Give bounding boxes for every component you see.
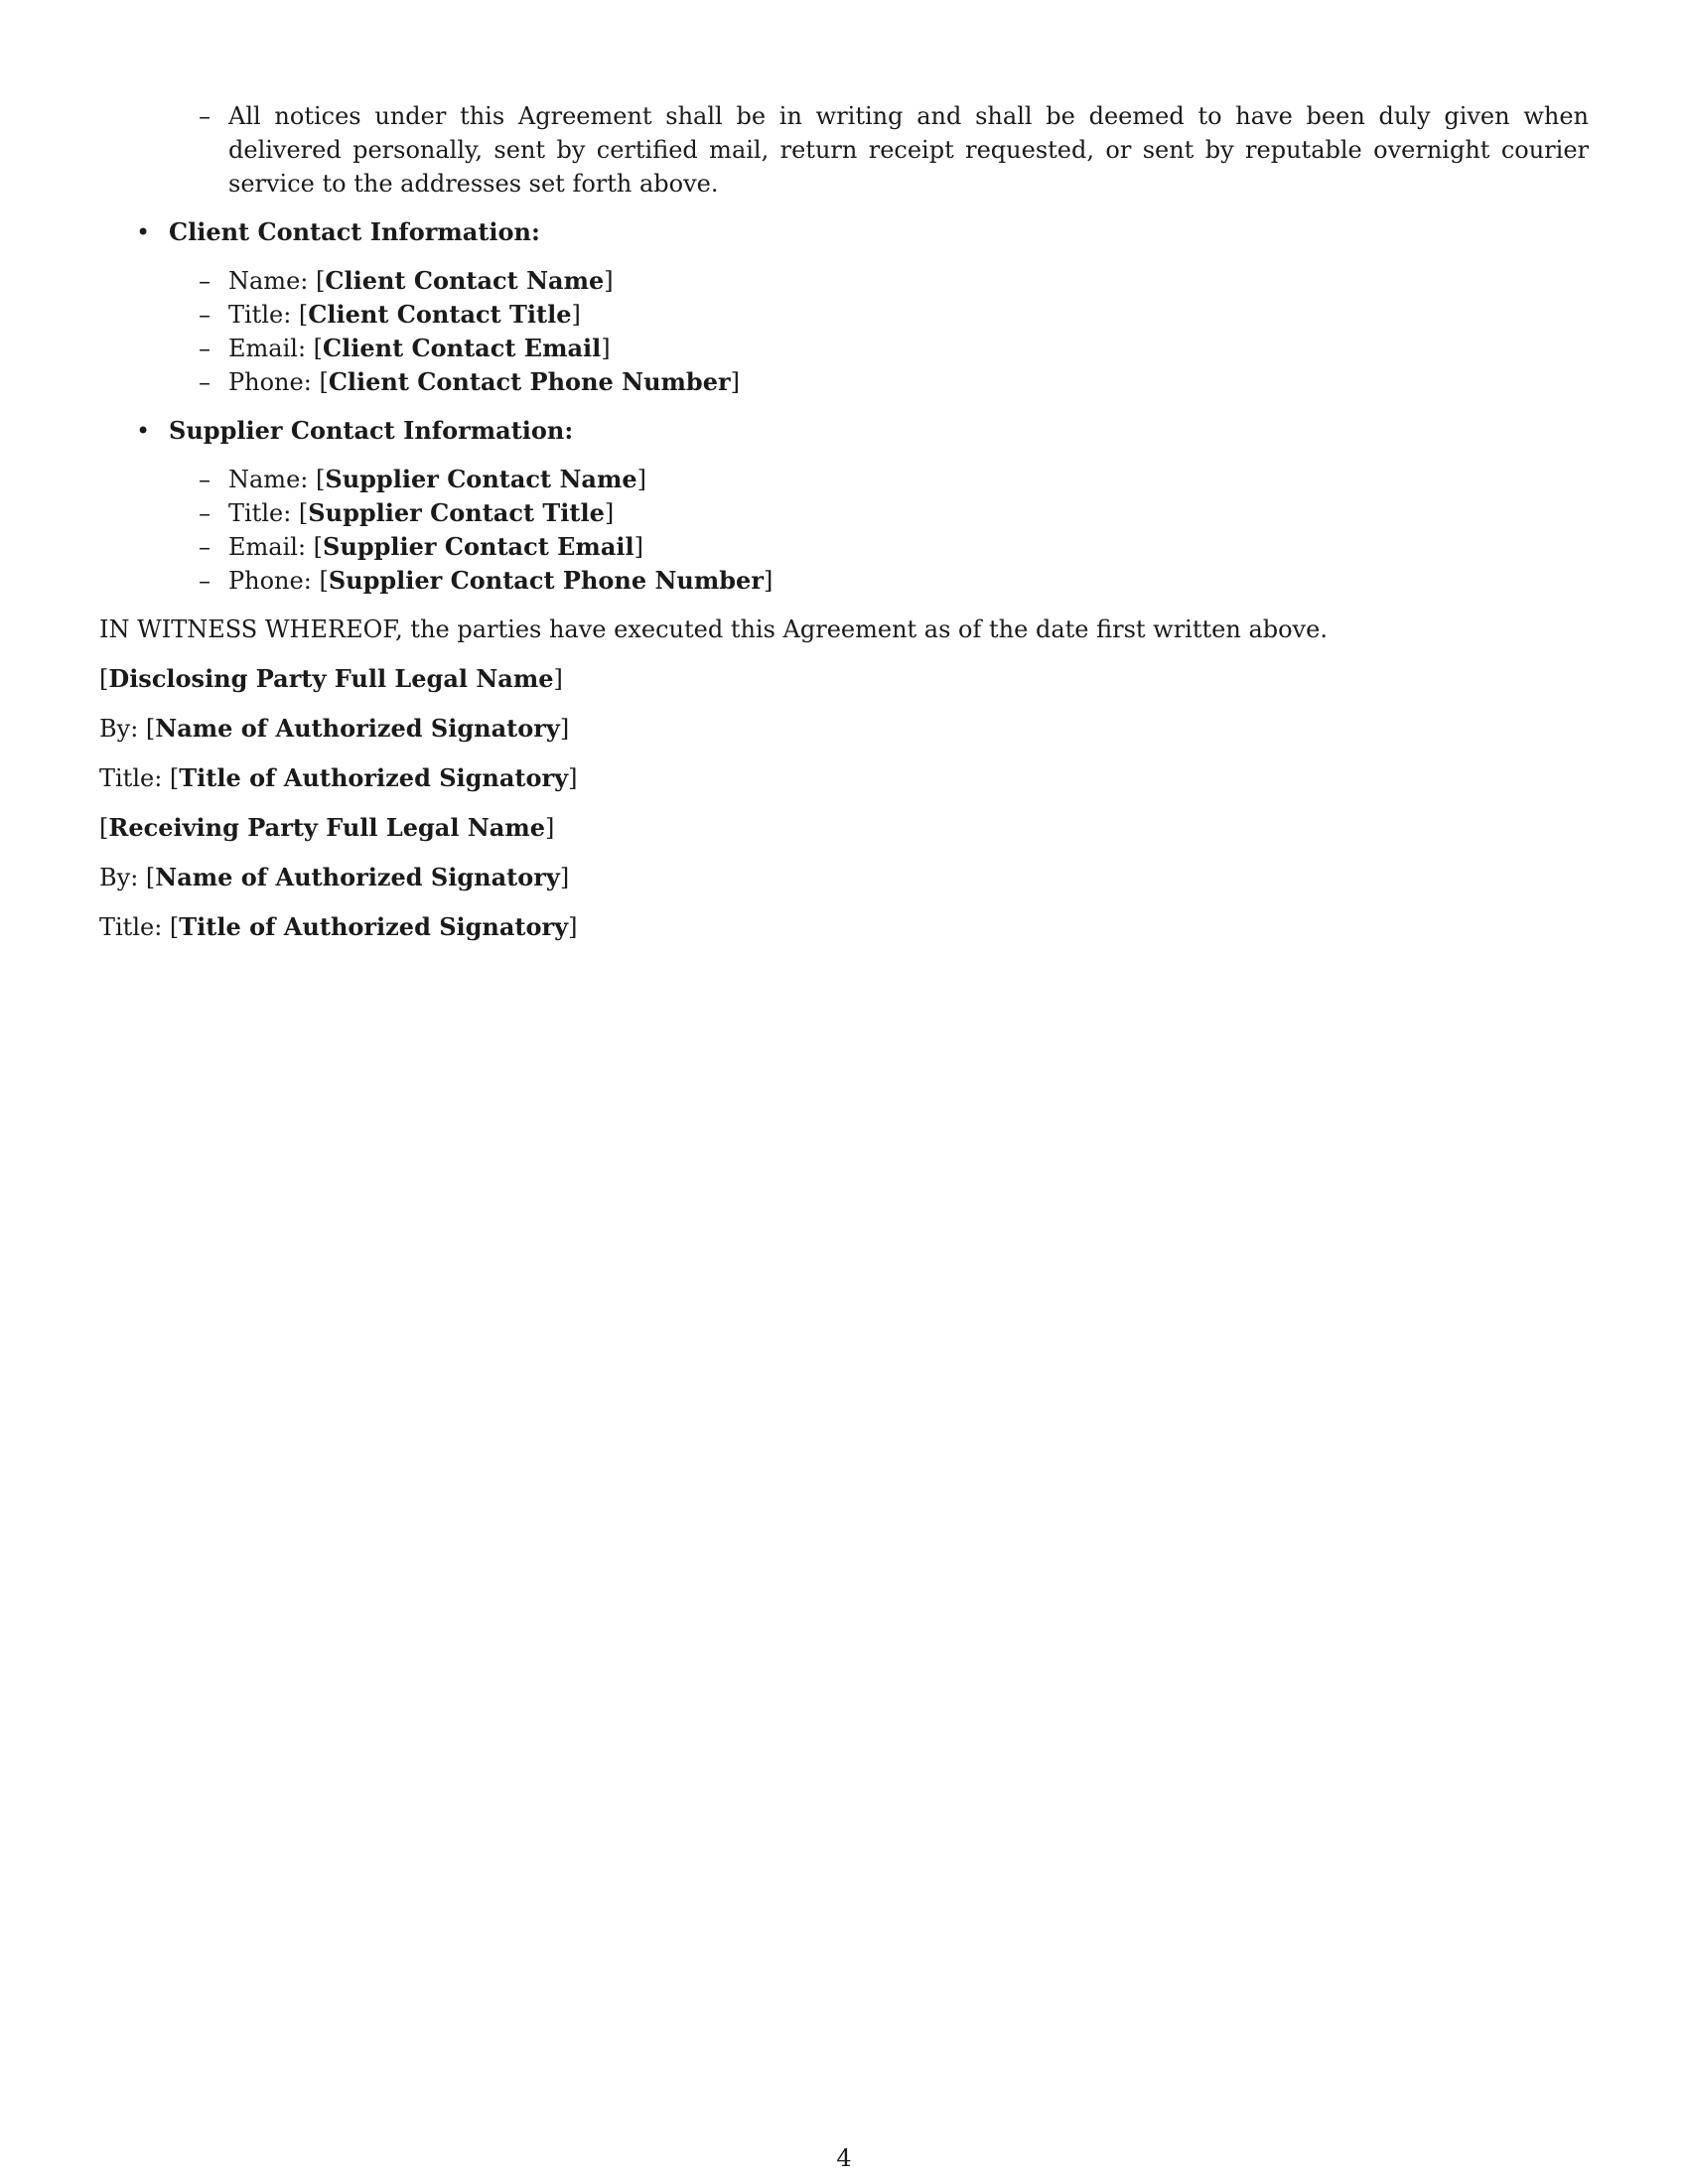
page-number: 4: [836, 2144, 852, 2172]
receiving-party-by: By: [Name of Authorized Signatory]: [99, 863, 570, 891]
disclosing-party-by: By: [Name of Authorized Signatory]: [99, 714, 570, 743]
client-contact-phone: – Phone: [Client Contact Phone Number]: [199, 367, 740, 396]
client-contact-email: – Email: [Client Contact Email]: [199, 334, 611, 362]
disclosing-party-name: [Disclosing Party Full Legal Name]: [99, 664, 563, 693]
client-contact-name: – Name: [Client Contact Name]: [199, 266, 614, 295]
supplier-contact-email: – Email: [Supplier Contact Email]: [199, 532, 643, 561]
disclosing-party-title: Title: [Title of Authorized Signatory]: [99, 763, 578, 792]
receiving-party-title: Title: [Title of Authorized Signatory]: [99, 912, 578, 941]
client-contact-heading-text: Client Contact Information:: [169, 217, 540, 246]
witness-clause: IN WITNESS WHEREOF, the parties have executed this Agreement as of the date first written above.: [99, 615, 1328, 643]
receiving-party-name: [Receiving Party Full Legal Name]: [99, 813, 555, 842]
supplier-contact-list: [99, 463, 1589, 598]
dash-marker: –: [199, 102, 211, 130]
supplier-contact-heading-text: Supplier Contact Information:: [169, 416, 574, 445]
client-contact-list: [99, 264, 1589, 399]
notice-text: All notices under this Agreement shall be in writing and shall be deemed to have been duly given when delivered personally, sent by certified mail, return receipt requested, or sent by reputable overnight courier service to the addresses set forth above.: [228, 102, 1589, 198]
client-contact-title: – Title: [Client Contact Title]: [199, 300, 581, 329]
supplier-contact-name: – Name: [Supplier Contact Name]: [199, 465, 646, 493]
supplier-contact-phone: – Phone: [Supplier Contact Phone Number]: [199, 566, 774, 595]
notice-item: [99, 99, 1589, 201]
bullet-marker: •: [136, 218, 151, 246]
supplier-contact-title: – Title: [Supplier Contact Title]: [199, 498, 615, 527]
document-page: [99, 99, 1589, 960]
bullet-marker: •: [136, 417, 151, 445]
client-contact-heading: [99, 215, 1589, 249]
supplier-contact-heading: [99, 414, 1589, 448]
